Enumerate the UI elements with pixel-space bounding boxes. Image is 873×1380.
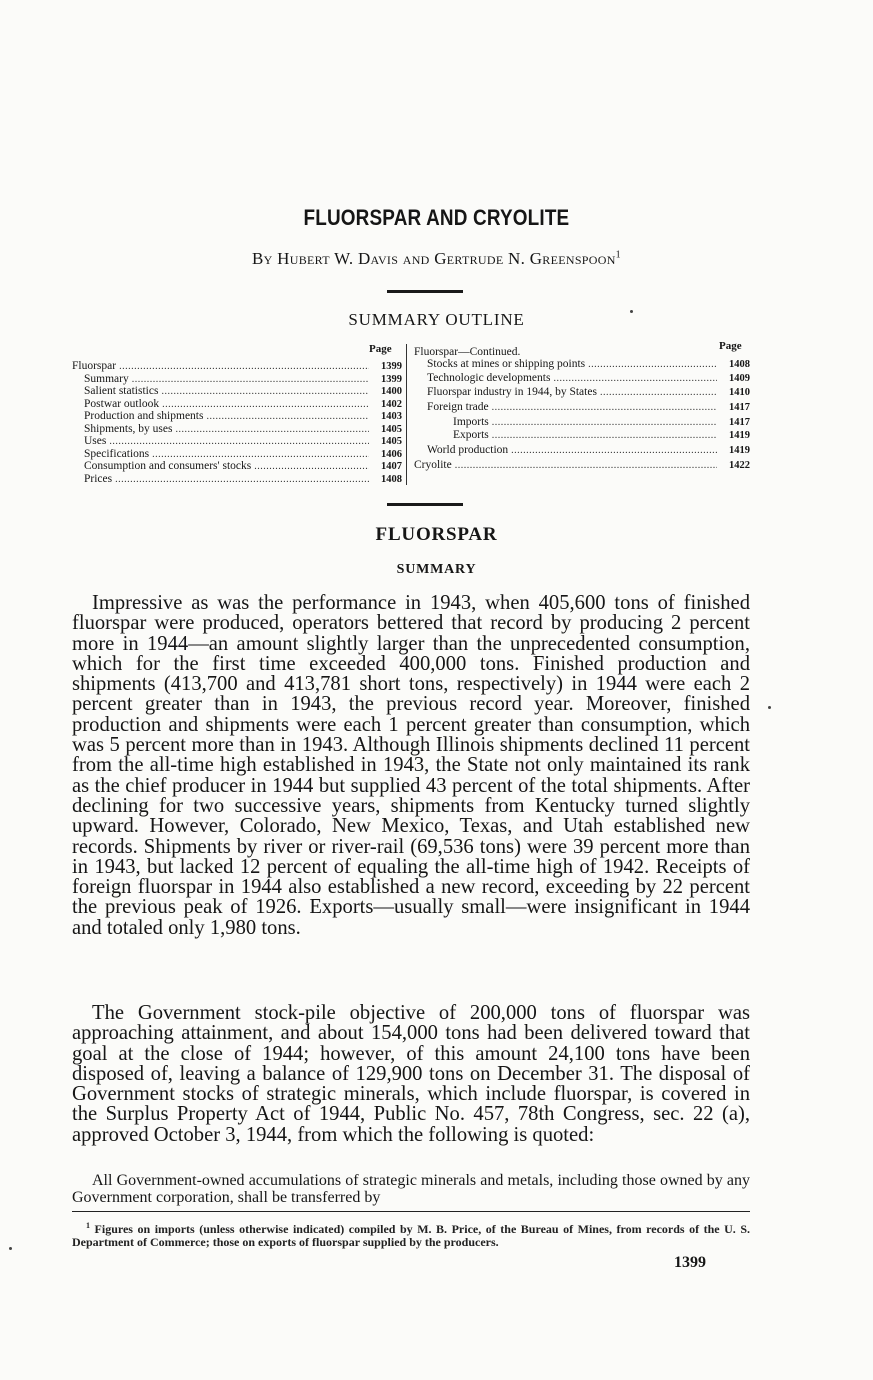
toc-label: Fluorspar industry in 1944, by States: [427, 386, 597, 398]
toc-label: Stocks at mines or shipping points: [427, 358, 586, 370]
toc-label: Salient statistics: [84, 385, 159, 397]
toc-entry[interactable]: [84, 423, 402, 436]
toc-label: Fluorspar: [72, 360, 117, 372]
toc-page: 1406: [381, 448, 402, 460]
toc-entry[interactable]: [84, 373, 402, 386]
toc-page: 1419: [729, 445, 750, 456]
toc-entry[interactable]: [427, 401, 750, 414]
print-speck: [630, 310, 633, 313]
toc-page: 1408: [729, 359, 750, 370]
footnote-marker: 1: [86, 1221, 90, 1230]
toc-entry[interactable]: [84, 448, 402, 461]
body-paragraph: The Government stock-pile objective of 200,000 tons of fluorspar was approaching attainment, and about 154,000 tons had been delivered toward that goal at the close of 1944; however, of this amount 24,100 tons have been disposed of, leaving a balance of 129,900 tons on December 31. The disposal of Government stocks of strategic minerals, which include fluorspar, is covered in the Surplus Property Act of 1944, Public No. 457, 78th Congress, sec. 22 (a), approved October 3, 1944, from which the following is quoted:: [72, 1002, 750, 1146]
footnote-rule: [72, 1211, 750, 1212]
toc-page: 1403: [381, 411, 402, 422]
toc-page: 1409: [729, 373, 750, 384]
toc-label: Consumption and consumers' stocks: [84, 460, 252, 472]
toc-label: Exports: [453, 429, 489, 441]
outline-rule: [387, 503, 463, 506]
toc-entry[interactable]: [84, 385, 402, 398]
toc-entry[interactable]: [453, 429, 750, 442]
title-rule: [387, 290, 463, 293]
toc-label: Cryolite: [414, 459, 452, 471]
byline: [0, 249, 873, 269]
toc-label: Foreign trade: [427, 401, 489, 413]
toc-page: 1399: [381, 361, 402, 372]
toc-label: Fluorspar—Continued.: [414, 346, 521, 358]
toc-label: Uses: [84, 435, 107, 447]
toc-column-divider: [406, 344, 407, 485]
toc-entry[interactable]: [427, 444, 750, 457]
page-number: 1399: [674, 1254, 706, 1271]
toc-entry[interactable]: [84, 398, 402, 411]
toc-entry[interactable]: [453, 416, 750, 429]
toc-page: 1399: [381, 373, 402, 385]
footnote-text: Figures on imports (unless otherwise indicated) compiled by M. B. Price, of the Bureau of Mines, from records of the U. S. Department of Commerce; those on exports of fluorspar supplied by the producers.: [72, 1222, 751, 1249]
toc-entry[interactable]: [72, 360, 402, 373]
toc-label: World production: [427, 444, 509, 456]
toc-entry[interactable]: [414, 459, 750, 472]
byline-authors: By Hubert W. Davis and Gertrude N. Greenspoon: [252, 249, 616, 268]
toc-label: Imports: [453, 416, 489, 428]
toc-page: 1422: [729, 460, 750, 471]
toc-label: Specifications: [84, 447, 150, 460]
toc-page: 1405: [381, 423, 402, 435]
toc-label: Prices: [84, 472, 113, 485]
toc-label: Shipments, by uses: [84, 422, 173, 435]
toc-left-page-header: Page: [369, 343, 392, 355]
byline-footnote-ref: 1: [615, 249, 621, 261]
toc-page: 1400: [381, 386, 402, 397]
toc-entry[interactable]: [84, 460, 402, 473]
toc-page: 1407: [381, 461, 402, 472]
toc-page: 1410: [729, 387, 750, 398]
toc-entry[interactable]: [427, 372, 750, 385]
toc-entry[interactable]: [427, 386, 750, 399]
section-heading: FLUORSPAR: [375, 524, 498, 545]
print-speck: [9, 1247, 12, 1250]
toc-continued-header: [414, 346, 750, 359]
toc-label: Postwar outlook: [84, 397, 160, 410]
toc-page: 1405: [381, 436, 402, 447]
print-speck: [768, 706, 771, 709]
toc-right-page-header: Page: [719, 340, 742, 352]
toc-page: 1408: [381, 473, 402, 485]
footnote: [72, 1219, 750, 1249]
toc-page: 1419: [729, 430, 750, 441]
toc-page: 1417: [729, 402, 750, 413]
body-paragraph: Impressive as was the performance in 1943, when 405,600 tons of finished fluorspar were produced, operators bettered that record by producing 2 percent more in 1944—an amount slightly larger than the unprecedented consumption, which for the first time exceeded 400,000 tons. Finished production and shipments (413,700 and 413,781 short tons, respectively) in 1944 were each 2 percent greater than in 1943, the previous record year. Moreover, finished production and shipments were each 1 percent greater than consumption, which was 5 percent more than in 1943. Although Illinois shipments declined 11 percent from the all-time high established in 1943, the State not only maintained its rank as the chief producer in 1944 but supplied 43 percent of the total shipments. After declining for two successive years, shipments from Kentucky turned slightly upward. However, Colorado, New Mexico, Texas, and Utah established new records. Shipments by river or river-rail (69,536 tons) were 39 percent more than in 1943, but lacked 12 percent of equaling the all-time high of 1942. Receipts of foreign fluorspar in 1944 also established a new record, exceeding by 22 percent the previous peak of 1926. Exports—usually small—were insignificant in 1944 and totaled only 1,980 tons.: [72, 592, 750, 939]
toc-entry[interactable]: [427, 358, 750, 371]
toc-page: 1417: [729, 417, 750, 428]
toc-label: Summary: [84, 372, 129, 385]
toc-entry[interactable]: [84, 435, 402, 448]
toc-label: Technologic developments: [427, 372, 551, 384]
summary-outline-heading: SUMMARY OUTLINE: [348, 310, 525, 329]
document-title: FLUORSPAR AND CRYOLITE: [303, 205, 570, 230]
toc-entry[interactable]: [84, 410, 402, 423]
toc-page: 1402: [381, 398, 402, 410]
block-quote: All Government-owned accumulations of strategic minerals and metals, including those owned by any Government corporation, shall be transferred by: [72, 1172, 750, 1206]
toc-entry[interactable]: [84, 473, 402, 486]
toc-label: Production and shipments: [84, 410, 204, 422]
subsection-heading: SUMMARY: [396, 562, 477, 577]
